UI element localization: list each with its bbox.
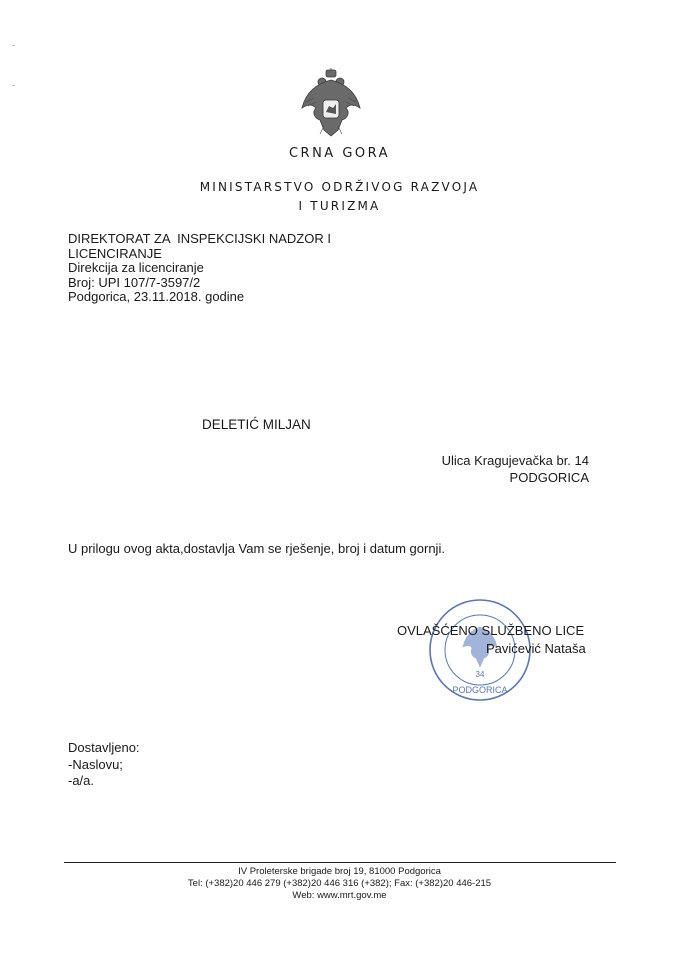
letter-body: U prilogu ovog akta,dostavlja Vam se rješenje, broj i datum gornji. (68, 541, 445, 556)
recipient-city: PODGORICA (509, 470, 589, 485)
official-title: OVLAŠĆENO SLUŽBENO LICE (397, 623, 585, 638)
recipient-address (442, 452, 589, 486)
stamp-city: PODGORICA (452, 685, 508, 695)
sender-block (68, 232, 331, 305)
scan-mark: - (12, 40, 15, 50)
footer-web: Web: www.mrt.gov.me (292, 890, 387, 901)
distribution-item: -a/a. (68, 773, 95, 788)
footer-phones: Tel: (+382)20 446 279 (+382)20 446 316 (+382); Fax: (+382)20 446-215 (187, 878, 492, 889)
directorate-line-1: DIREKTORAT ZA INSPEKCIJSKI NADZOR I (68, 231, 331, 246)
footer-divider (64, 862, 616, 863)
ministry-line-2: I TURIZMA (298, 199, 381, 213)
scan-mark: - (12, 80, 15, 90)
place-date: Podgorica, 23.11.2018. godine (68, 289, 245, 304)
footer-address: IV Proleterske brigade broj 19, 81000 Podgorica (238, 866, 441, 877)
division: Direkcija za licenciranje (68, 260, 204, 275)
ministry-line-1: MINISTARSTVO ODRŽIVOG RAZVOJA (199, 180, 480, 194)
footer (0, 866, 679, 902)
official-name: Pavićević Nataša (486, 641, 586, 656)
distribution-list (68, 740, 140, 790)
distribution-item: -Naslovu; (68, 756, 123, 772)
stamp-number: 34 (475, 670, 485, 679)
recipient-street: Ulica Kragujevačka br. 14 (441, 453, 589, 468)
reference-number: Broj: UPI 107/7-3597/2 (68, 274, 201, 290)
directorate-line-2: LICENCIRANJE (68, 245, 162, 261)
distribution-heading: Dostavljeno: (68, 740, 140, 755)
country-name: CRNA GORA (288, 146, 391, 161)
coat-of-arms-icon (300, 68, 362, 140)
recipient-name: DELETIĆ MILJAN (202, 417, 311, 432)
ministry-name (0, 178, 679, 216)
